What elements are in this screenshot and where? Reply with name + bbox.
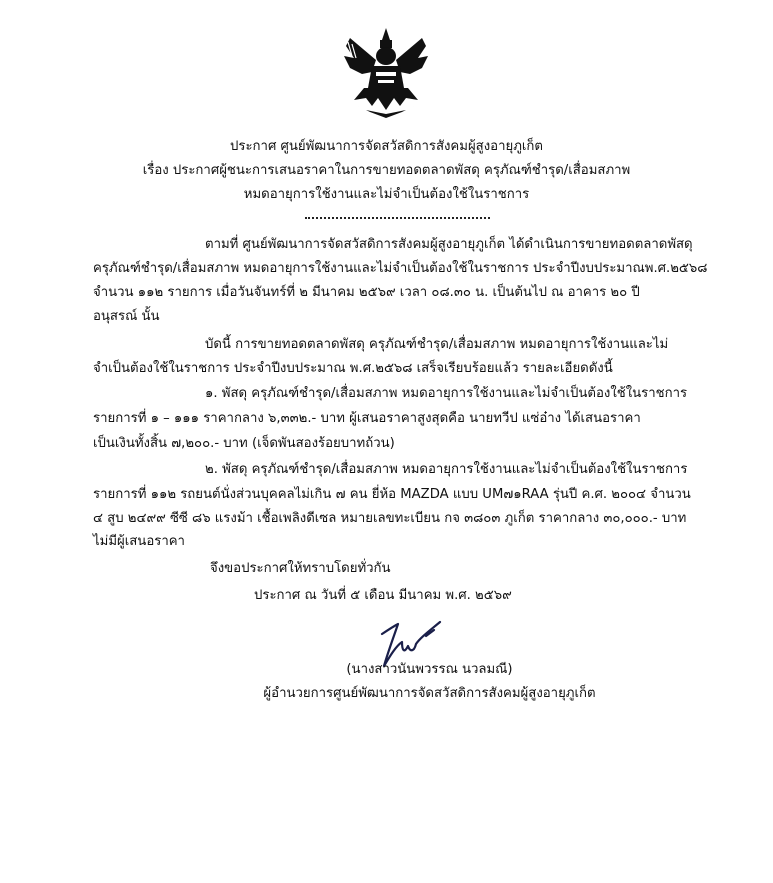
signatory-name: (นางสาวนันพวรรณ นวลมณี): [346, 662, 513, 677]
item1-line1: ๑. พัสดุ ครุภัณฑ์ชำรุด/เสื่อมสภาพ หมดอายุการใช้งานและไม่จำเป็นต้องใช้ในราชการ: [205, 386, 688, 401]
announcement-date: ประกาศ ณ วันที่ ๕ เดือน มีนาคม พ.ศ. ๒๕๖๙: [254, 588, 512, 603]
paragraph1-line2: ครุภัณฑ์ชำรุด/เสื่อมสภาพ หมดอายุการใช้งานและไม่จำเป็นต้องใช้ในราชการ ประจำปีงบประมาณพ.ศ.๒๕๖๘: [93, 261, 708, 276]
paragraph1-line3: จำนวน ๑๑๒ รายการ เมื่อวันจันทร์ที่ ๒ มีนาคม ๒๕๖๙ เวลา ๐๘.๓๐ น. เป็นต้นไป ณ อาคาร ๒๐ ปี: [93, 285, 640, 300]
header-subject-cont: หมดอายุการใช้งานและไม่จำเป็นต้องใช้ในราชการ: [243, 187, 530, 202]
item2-line4: ไม่มีผู้เสนอราคา: [93, 534, 185, 549]
paragraph1-line4: อนุสรณ์ นั้น: [93, 309, 160, 324]
item2-line1: ๒. พัสดุ ครุภัณฑ์ชำรุด/เสื่อมสภาพ หมดอายุการใช้งานและไม่จำเป็นต้องใช้ในราชการ: [205, 462, 688, 477]
paragraph2-line2: จำเป็นต้องใช้ในราชการ ประจำปีงบประมาณ พ.ศ.๒๕๖๘ เสร็จเรียบร้อยแล้ว รายละเอียดดังนี้: [93, 361, 613, 376]
signatory-position: ผู้อำนวยการศูนย์พัฒนาการจัดสวัสดิการสังคมผู้สูงอายุภูเก็ต: [263, 686, 596, 701]
header-subject: เรื่อง ประกาศผู้ชนะการเสนอราคาในการขายทอดตลาดพัสดุ ครุภัณฑ์ชำรุด/เสื่อมสภาพ: [142, 163, 631, 178]
garuda-emblem-icon: [336, 26, 436, 122]
separator-dotted-line: [305, 217, 490, 221]
closing-statement: จึงขอประกาศให้ทราบโดยทั่วกัน: [210, 561, 391, 576]
paragraph2-line1: บัดนี้ การขายทอดตลาดพัสดุ ครุภัณฑ์ชำรุด/เสื่อมสภาพ หมดอายุการใช้งานและไม่: [205, 337, 669, 352]
item2-line2: รายการที่ ๑๑๒ รถยนต์นั่งส่วนบุคคลไม่เกิน ๗ คน ยี่ห้อ MAZDA แบบ UM๗๑RAA รุ่นปี ค.ศ. ๒๐๐๔ จำนวน: [93, 487, 691, 502]
item1-line2: รายการที่ ๑ – ๑๑๑ ราคากลาง ๖,๓๓๒.- บาท ผู้เสนอราคาสูงสุดคือ นายทวีป แซ่อ๋าง ได้เสนอราคา: [93, 411, 641, 426]
item2-line3: ๔ สูบ ๒๔๙๙ ซีซี ๘๖ แรงม้า เชื้อเพลิงดีเซล หมายเลขทะเบียน กจ ๓๘๐๓ ภูเก็ต ราคากลาง ๓๐,๐๐๐.- บาท: [93, 511, 687, 526]
header-title: ประกาศ ศูนย์พัฒนาการจัดสวัสดิการสังคมผู้สูงอายุภูเก็ต: [230, 139, 543, 154]
item1-line3: เป็นเงินทั้งสิ้น ๗,๒๐๐.- บาท (เจ็ดพันสองร้อยบาทถ้วน): [93, 436, 395, 451]
paragraph1-line1: ตามที่ ศูนย์พัฒนาการจัดสวัสดิการสังคมผู้สูงอายุภูเก็ต ได้ดำเนินการขายทอดตลาดพัสดุ: [205, 237, 693, 252]
